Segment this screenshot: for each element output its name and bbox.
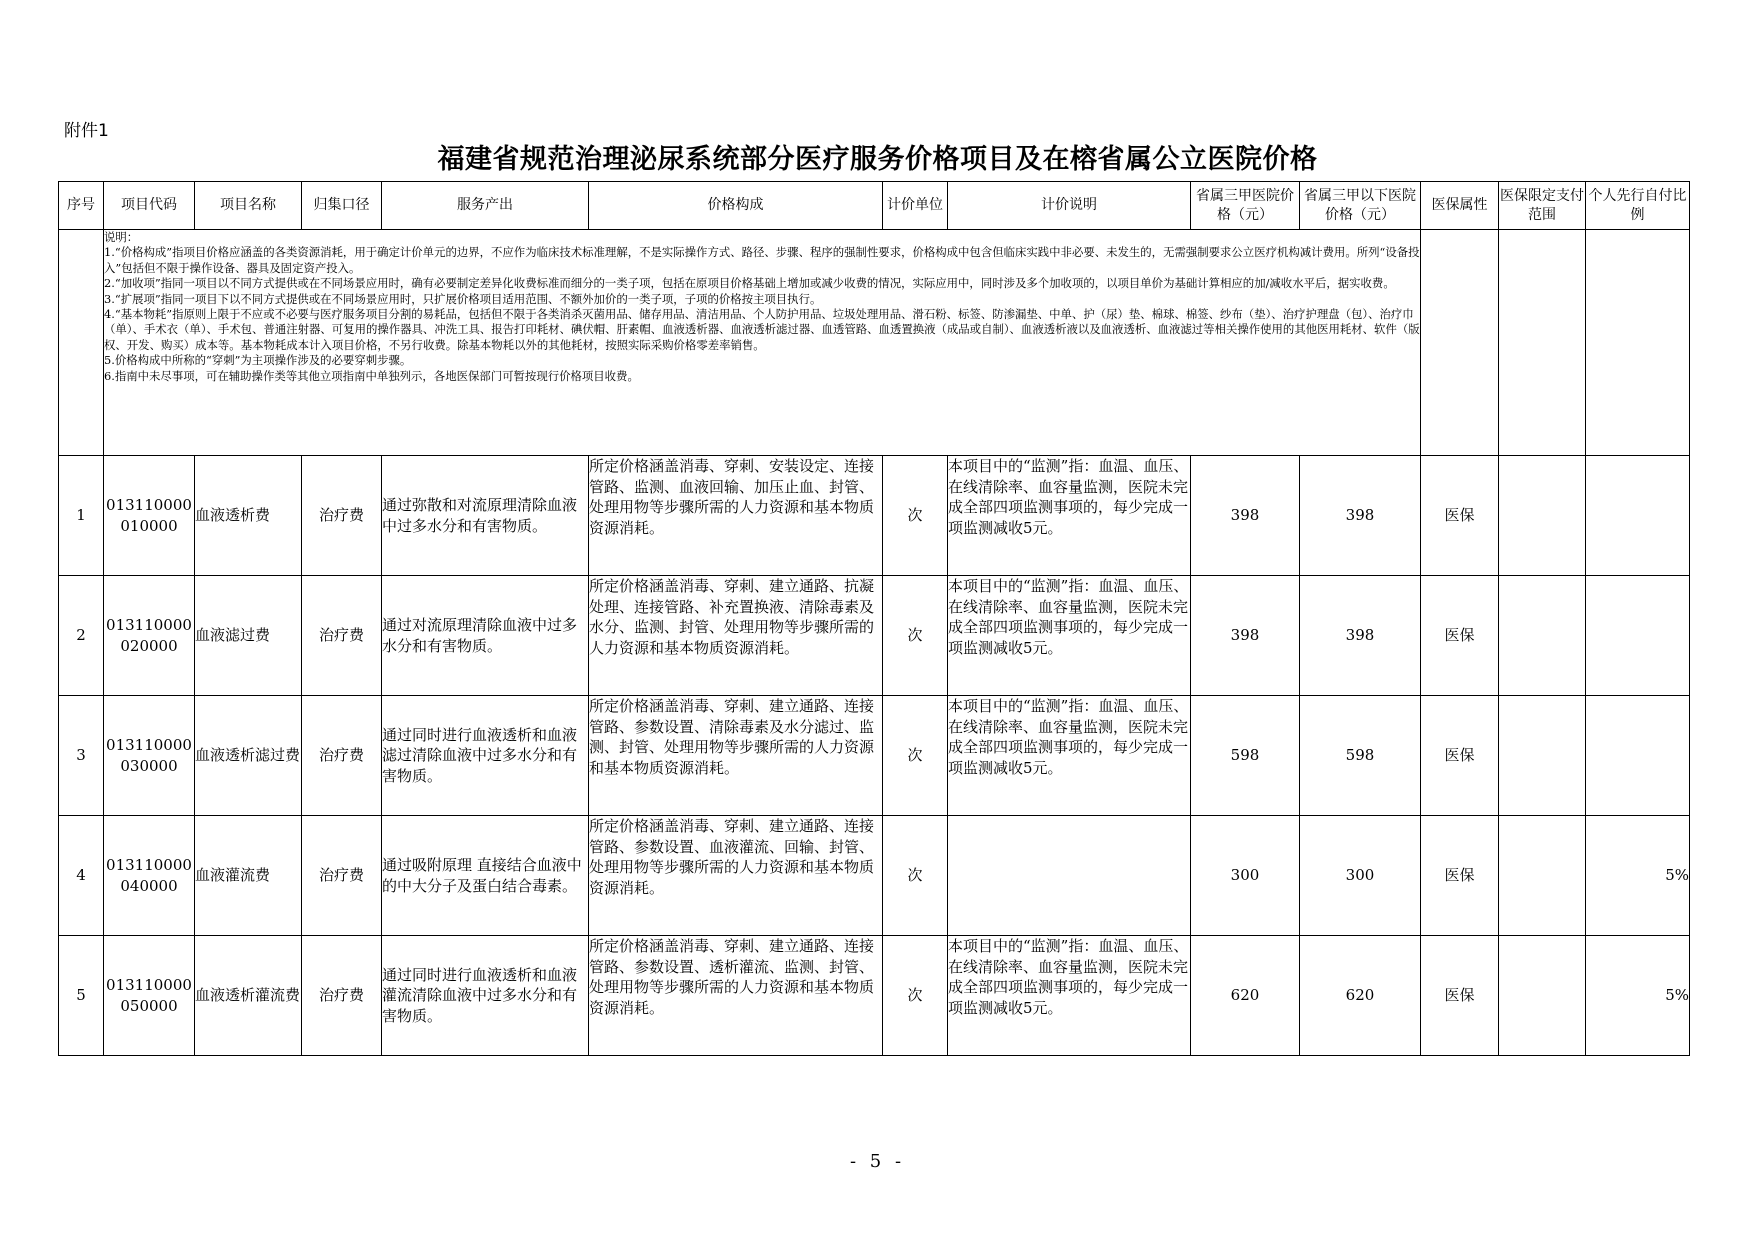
row-output: 通过吸附原理 直接结合血液中的中大分子及蛋白结合毒素。 <box>382 816 589 936</box>
document-title: 福建省规范治理泌尿系统部分医疗服务价格项目及在榕省属公立医院价格 <box>437 144 1318 175</box>
table-header-row <box>59 182 1690 230</box>
row-insurance-scope <box>1499 576 1586 696</box>
row-code: 013110000050000 <box>104 936 195 1056</box>
row-name: 血液灌流费 <box>195 816 302 936</box>
row-self-pay <box>1586 696 1690 816</box>
row-name: 血液透析灌流费 <box>195 936 302 1056</box>
notes-selfpay-cell <box>1586 230 1690 456</box>
attachment-label: 附件1 <box>64 121 109 141</box>
header-insurance-scope: 医保限定支付范围 <box>1499 182 1586 230</box>
notes-row <box>59 230 1690 456</box>
row-composition: 所定价格涵盖消毒、穿刺、建立通路、连接管路、参数设置、血液灌流、回输、封管、处理用物等步骤所需的人力资源和基本物质资源消耗。 <box>589 816 883 936</box>
row-pricing-note: 本项目中的“监测”指：血温、血压、在线清除率、血容量监测，医院未完成全部四项监测事项的，每少完成一项监测减收5元。 <box>948 936 1191 1056</box>
row-code: 013110000040000 <box>104 816 195 936</box>
row-insurance: 医保 <box>1421 456 1499 576</box>
row-self-pay: 5% <box>1586 936 1690 1056</box>
header-unit: 计价单位 <box>883 182 948 230</box>
row-self-pay: 5% <box>1586 816 1690 936</box>
row-seq: 2 <box>59 576 104 696</box>
row-code: 013110000020000 <box>104 576 195 696</box>
row-unit: 次 <box>883 816 948 936</box>
row-self-pay <box>1586 576 1690 696</box>
row-pricing-note: 本项目中的“监测”指：血温、血压、在线清除率、血容量监测，医院未完成全部四项监测事项的，每少完成一项监测减收5元。 <box>948 696 1191 816</box>
header-insurance: 医保属性 <box>1421 182 1499 230</box>
row-name: 血液滤过费 <box>195 576 302 696</box>
note-item: 3.“扩展项”指同一项目下以不同方式提供或在不同场景应用时，只扩展价格项目适用范围、不额外加价的一类子项，子项的价格按主项目执行。 <box>104 291 822 306</box>
row-category: 治疗费 <box>302 456 382 576</box>
header-seq: 序号 <box>59 182 104 230</box>
note-heading: 说明： <box>104 230 139 244</box>
header-code: 项目代码 <box>104 182 195 230</box>
row-category: 治疗费 <box>302 576 382 696</box>
row-pricing-note: 本项目中的“监测”指：血温、血压、在线清除率、血容量监测，医院未完成全部四项监测事项的，每少完成一项监测减收5元。 <box>948 456 1191 576</box>
note-item: 1.“价格构成”指项目价格应涵盖的各类资源消耗，用于确定计价单元的边界，不应作为临床技术标准理解，不是实际操作方式、路径、步骤、程序的强制性要求，价格构成中包含但临床实践中非必要、未发生的，无需强制要求公立医疗机构减计费用。所列“设备投入”包括但不限于操作设备、器具及固定资产投入。 <box>104 245 1420 275</box>
row-seq: 4 <box>59 816 104 936</box>
table-row <box>59 816 1690 936</box>
row-price-a: 398 <box>1191 456 1300 576</box>
table-row <box>59 576 1690 696</box>
row-name: 血液透析滤过费 <box>195 696 302 816</box>
header-composition: 价格构成 <box>589 182 883 230</box>
price-table <box>58 181 1690 1056</box>
row-unit: 次 <box>883 456 948 576</box>
row-price-a: 300 <box>1191 816 1300 936</box>
header-category: 归集口径 <box>302 182 382 230</box>
notes-cell <box>104 230 1421 456</box>
row-price-b: 620 <box>1300 936 1421 1056</box>
row-code: 013110000010000 <box>104 456 195 576</box>
note-item: 5.价格构成中所称的“穿刺”为主项操作涉及的必要穿刺步骤。 <box>104 353 412 368</box>
table-row <box>59 696 1690 816</box>
row-insurance: 医保 <box>1421 936 1499 1056</box>
row-pricing-note: 本项目中的“监测”指：血温、血压、在线清除率、血容量监测，医院未完成全部四项监测事项的，每少完成一项监测减收5元。 <box>948 576 1191 696</box>
row-self-pay <box>1586 456 1690 576</box>
row-insurance: 医保 <box>1421 816 1499 936</box>
row-insurance: 医保 <box>1421 576 1499 696</box>
row-seq: 5 <box>59 936 104 1056</box>
header-pricing-note: 计价说明 <box>948 182 1191 230</box>
page-number: - 5 - <box>849 1151 906 1172</box>
header-self-pay: 个人先行自付比例 <box>1586 182 1690 230</box>
header-output: 服务产出 <box>382 182 589 230</box>
row-insurance-scope <box>1499 816 1586 936</box>
row-price-b: 598 <box>1300 696 1421 816</box>
row-output: 通过同时进行血液透析和血液滤过清除血液中过多水分和有害物质。 <box>382 696 589 816</box>
row-price-a: 398 <box>1191 576 1300 696</box>
row-insurance-scope <box>1499 936 1586 1056</box>
row-output: 通过对流原理清除血液中过多水分和有害物质。 <box>382 576 589 696</box>
row-pricing-note <box>948 816 1191 936</box>
row-composition: 所定价格涵盖消毒、穿刺、安装设定、连接管路、监测、血液回输、加压止血、封管、处理用物等步骤所需的人力资源和基本物质资源消耗。 <box>589 456 883 576</box>
row-insurance: 医保 <box>1421 696 1499 816</box>
row-price-a: 598 <box>1191 696 1300 816</box>
note-item: 4.“基本物耗”指原则上限于不应或不必要与医疗服务项目分割的易耗品，包括但不限于各类消杀灭菌用品、储存用品、清洁用品、个人防护用品、垃圾处理用品、滑石粉、标签、防渗漏垫、中单、护（尿）垫、棉球、棉签、纱布（垫）、治疗护理盘（包）、治疗巾（单）、手术衣（单）、手术包、普通注射器、可复用的操作器具、冲洗工具、报告打印耗材、碘伏帽、肝素帽、血液透析器、血液透析滤过器、血透管路、血透置换液（成品或自制）、血液透析液以及血液透析、血液滤过等相关操作使用的其他医用耗材、软件（版权、开发、购买）成本等。基本物耗成本计入项目价格，不另行收费。除基本物耗以外的其他耗材，按照实际采购价格零差率销售。 <box>104 307 1420 352</box>
row-price-a: 620 <box>1191 936 1300 1056</box>
header-name: 项目名称 <box>195 182 302 230</box>
table-row <box>59 456 1690 576</box>
row-seq: 3 <box>59 696 104 816</box>
table-row <box>59 936 1690 1056</box>
row-insurance-scope <box>1499 696 1586 816</box>
row-price-b: 398 <box>1300 576 1421 696</box>
row-composition: 所定价格涵盖消毒、穿刺、建立通路、连接管路、参数设置、清除毒素及水分滤过、监测、封管、处理用物等步骤所需的人力资源和基本物质资源消耗。 <box>589 696 883 816</box>
row-category: 治疗费 <box>302 816 382 936</box>
notes-insurance-cell <box>1421 230 1499 456</box>
row-category: 治疗费 <box>302 936 382 1056</box>
note-item: 6.指南中未尽事项，可在辅助操作类等其他立项指南中单独列示，各地医保部门可暂按现行价格项目收费。 <box>104 368 639 383</box>
row-price-b: 300 <box>1300 816 1421 936</box>
note-item: 2.“加收项”指同一项目以不同方式提供或在不同场景应用时，确有必要制定差异化收费标准而细分的一类子项，包括在原项目价格基础上增加或减少收费的情况，实际应用中，同时涉及多个加收项的，以项目单价为基础计算相应的加/减收水平后，据实收费。 <box>104 276 1395 291</box>
row-unit: 次 <box>883 576 948 696</box>
row-seq: 1 <box>59 456 104 576</box>
header-price-b: 省属三甲以下医院价格（元） <box>1300 182 1421 230</box>
row-composition: 所定价格涵盖消毒、穿刺、建立通路、连接管路、参数设置、透析灌流、监测、封管、处理用物等步骤所需的人力资源和基本物质资源消耗。 <box>589 936 883 1056</box>
notes-seq-cell <box>59 230 104 456</box>
row-price-b: 398 <box>1300 456 1421 576</box>
row-unit: 次 <box>883 936 948 1056</box>
header-price-a: 省属三甲医院价格（元） <box>1191 182 1300 230</box>
row-output: 通过同时进行血液透析和血液灌流清除血液中过多水分和有害物质。 <box>382 936 589 1056</box>
row-unit: 次 <box>883 696 948 816</box>
row-composition: 所定价格涵盖消毒、穿刺、建立通路、抗凝处理、连接管路、补充置换液、清除毒素及水分、监测、封管、处理用物等步骤所需的人力资源和基本物质资源消耗。 <box>589 576 883 696</box>
row-name: 血液透析费 <box>195 456 302 576</box>
row-insurance-scope <box>1499 456 1586 576</box>
row-code: 013110000030000 <box>104 696 195 816</box>
row-category: 治疗费 <box>302 696 382 816</box>
row-output: 通过弥散和对流原理清除血液中过多水分和有害物质。 <box>382 456 589 576</box>
notes-scope-cell <box>1499 230 1586 456</box>
